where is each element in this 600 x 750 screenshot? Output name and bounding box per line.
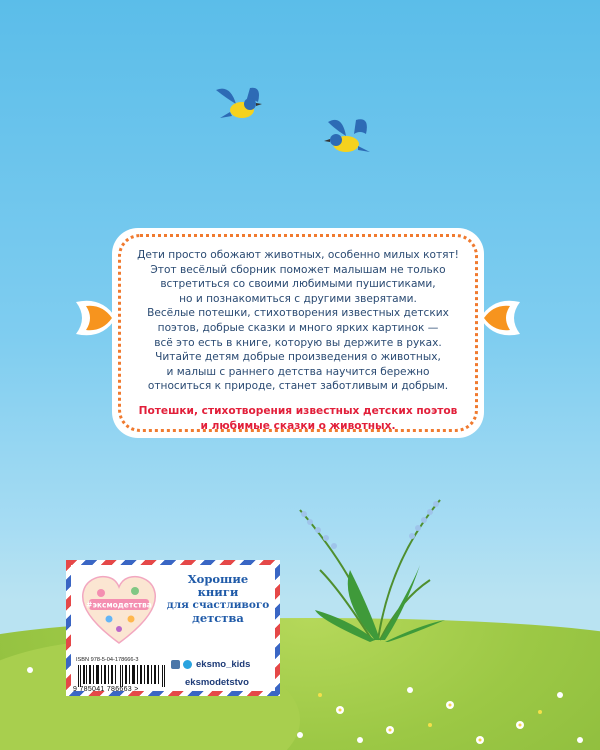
description-line: Этот весёлый сборник поможет малышам не только <box>150 263 446 276</box>
left-ornament-icon <box>72 296 118 340</box>
bluebell-plant <box>280 470 470 650</box>
social-link[interactable] <box>171 659 250 670</box>
publisher-slogan <box>163 573 273 625</box>
description-line: но и познакомиться с другими зверятами. <box>179 292 417 305</box>
slogan-line: книги <box>197 585 239 599</box>
barcode-number: 9 785041 786663 > <box>73 686 139 693</box>
accent-text <box>118 404 478 433</box>
bird-icon <box>206 84 266 126</box>
description-line: встретиться со своими любимыми пушистиками, <box>160 278 436 291</box>
slogan-line: для счастливого <box>166 599 270 611</box>
heart-icon <box>79 573 159 647</box>
isbn: ISBN 978-5-04-178666-3 <box>76 657 139 663</box>
bird-icon <box>316 114 376 158</box>
description-line: Читайте детям добрые произведения о животных, <box>155 351 441 364</box>
description-line: поэтов, добрые сказки и много ярких картинок — <box>157 321 439 334</box>
description-line: Дети просто обожают животных, особенно милых котят! <box>137 249 459 261</box>
description-line: всё это есть в книге, которую вы держите в руках. <box>154 336 442 349</box>
description-line: относиться к природе, станет заботливым и добрым. <box>147 380 449 393</box>
vk-icon <box>171 660 180 669</box>
description-line: Весёлые потешки, стихотворения известных детских <box>147 307 449 320</box>
cover-description <box>118 248 478 433</box>
description-line: и малыш с раннего детства научится бережно <box>166 365 430 378</box>
slogan-line: Хорошие <box>187 572 249 586</box>
hashtag-text: #эксмодетства <box>86 600 152 610</box>
slogan-line: детства <box>192 611 244 625</box>
publisher-postcard <box>66 560 280 696</box>
accent-line: Потешки, стихотворения известных детских поэтов <box>138 404 458 417</box>
website-link[interactable]: eksmodetstvo <box>185 677 249 688</box>
postcard-body <box>71 565 275 691</box>
accent-line: и любимые сказки о животных. <box>200 419 396 432</box>
telegram-icon <box>183 660 192 669</box>
social-handle: eksmo_kids <box>196 659 251 670</box>
barcode <box>76 665 168 687</box>
right-ornament-icon <box>478 296 524 340</box>
